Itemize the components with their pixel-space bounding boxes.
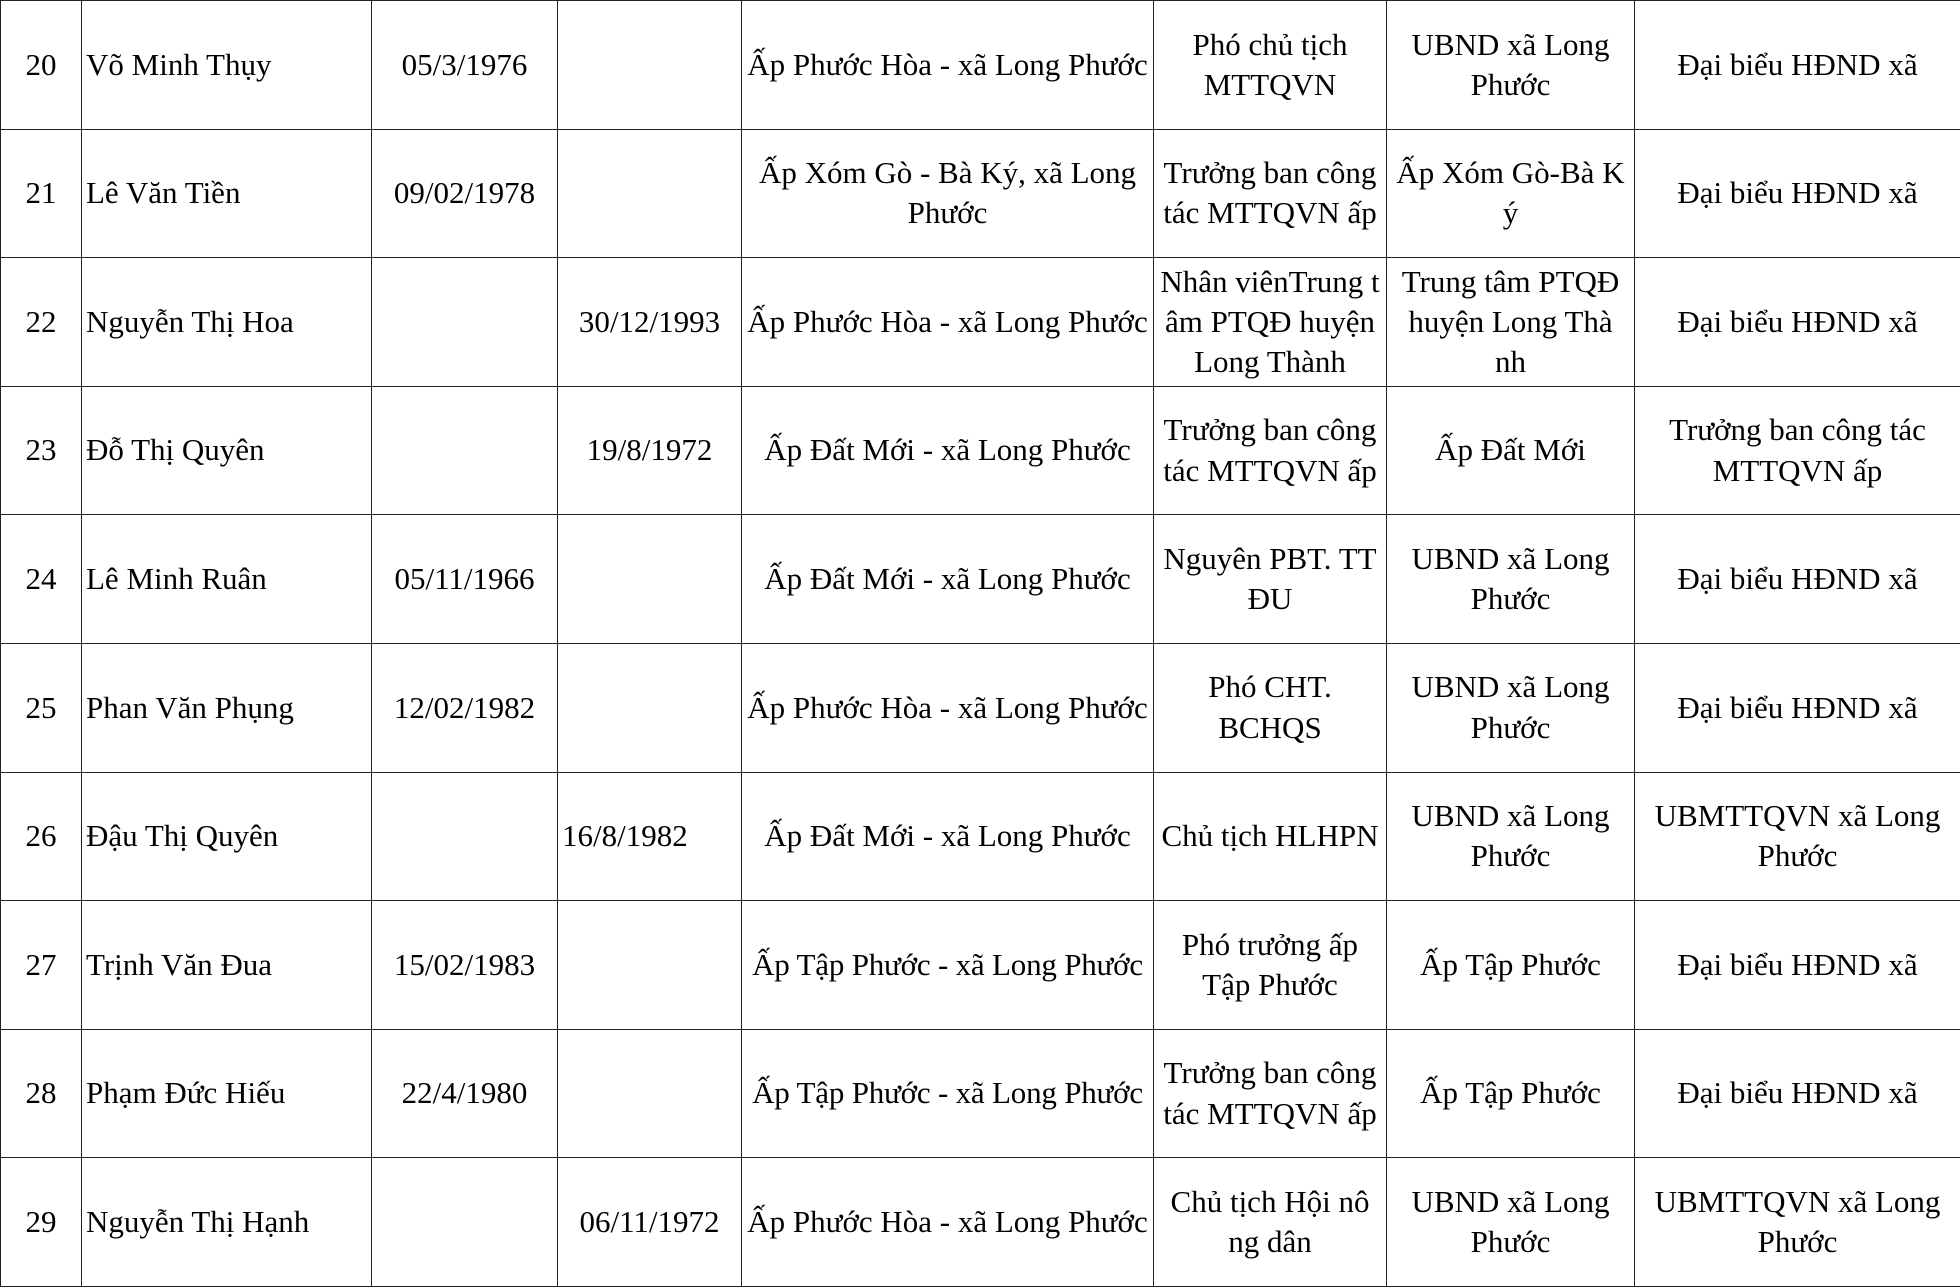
residence-address: Ấp Đất Mới - xã Long Phước	[742, 515, 1154, 644]
workplace: Trung tâm PTQĐ huyện Long Thà nh	[1387, 258, 1635, 387]
person-name: Phạm Đức Hiếu	[82, 1029, 372, 1158]
row-number: 22	[1, 258, 82, 387]
workplace: Ấp Xóm Gò-Bà K ý	[1387, 129, 1635, 258]
birth-date-female: 06/11/1972	[558, 1158, 742, 1287]
birth-date-male	[372, 258, 558, 387]
person-name: Lê Minh Ruân	[82, 515, 372, 644]
representative-role: Đại biểu HĐND xã	[1635, 258, 1960, 387]
residence-address: Ấp Tập Phước - xã Long Phước	[742, 1029, 1154, 1158]
representative-role: Đại biểu HĐND xã	[1635, 643, 1960, 772]
person-name: Đậu Thị Quyên	[82, 772, 372, 901]
workplace: UBND xã Long Phước	[1387, 1, 1635, 130]
table-row	[1, 129, 1960, 258]
representative-role: Đại biểu HĐND xã	[1635, 1029, 1960, 1158]
job-position: Nhân viênTrung t âm PTQĐ huyện Long Thành	[1154, 258, 1387, 387]
row-number: 27	[1, 901, 82, 1030]
birth-date-female: 30/12/1993	[558, 258, 742, 387]
birth-date-male: 15/02/1983	[372, 901, 558, 1030]
representative-role: Đại biểu HĐND xã	[1635, 901, 1960, 1030]
workplace: Ấp Tập Phước	[1387, 901, 1635, 1030]
row-number: 28	[1, 1029, 82, 1158]
table-row	[1, 1029, 1960, 1158]
representative-role: UBMTTQVN xã Long Phước	[1635, 772, 1960, 901]
birth-date-male: 05/3/1976	[372, 1, 558, 130]
residence-address: Ấp Phước Hòa - xã Long Phước	[742, 1, 1154, 130]
birth-date-male	[372, 1158, 558, 1287]
birth-date-female	[558, 515, 742, 644]
table-row	[1, 1, 1960, 130]
workplace: UBND xã Long Phước	[1387, 515, 1635, 644]
person-name: Nguyễn Thị Hoa	[82, 258, 372, 387]
representative-role: UBMTTQVN xã Long Phước	[1635, 1158, 1960, 1287]
residence-address: Ấp Đất Mới - xã Long Phước	[742, 772, 1154, 901]
birth-date-male	[372, 772, 558, 901]
workplace: UBND xã Long Phước	[1387, 643, 1635, 772]
person-name: Võ Minh Thụy	[82, 1, 372, 130]
birth-date-female	[558, 1029, 742, 1158]
representative-role: Đại biểu HĐND xã	[1635, 129, 1960, 258]
job-position: Chủ tịch HLHPN	[1154, 772, 1387, 901]
residence-address: Ấp Phước Hòa - xã Long Phước	[742, 258, 1154, 387]
residence-address: Ấp Đất Mới - xã Long Phước	[742, 386, 1154, 515]
row-number: 21	[1, 129, 82, 258]
table-row	[1, 515, 1960, 644]
person-name: Trịnh Văn Đua	[82, 901, 372, 1030]
person-name: Phan Văn Phụng	[82, 643, 372, 772]
birth-date-female: 19/8/1972	[558, 386, 742, 515]
birth-date-male: 09/02/1978	[372, 129, 558, 258]
residence-address: Ấp Tập Phước - xã Long Phước	[742, 901, 1154, 1030]
birth-date-female: 16/8/1982	[558, 772, 742, 901]
workplace: UBND xã Long Phước	[1387, 772, 1635, 901]
job-position: Phó trưởng ấp Tập Phước	[1154, 901, 1387, 1030]
table-row	[1, 643, 1960, 772]
workplace: Ấp Đất Mới	[1387, 386, 1635, 515]
birth-date-female	[558, 1, 742, 130]
representative-role: Đại biểu HĐND xã	[1635, 1, 1960, 130]
table-row	[1, 386, 1960, 515]
row-number: 20	[1, 1, 82, 130]
workplace: UBND xã Long Phước	[1387, 1158, 1635, 1287]
job-position: Trưởng ban công tác MTTQVN ấp	[1154, 386, 1387, 515]
person-name: Đỗ Thị Quyên	[82, 386, 372, 515]
representative-role: Đại biểu HĐND xã	[1635, 515, 1960, 644]
birth-date-female	[558, 643, 742, 772]
row-number: 26	[1, 772, 82, 901]
job-position: Phó CHT. BCHQS	[1154, 643, 1387, 772]
row-number: 24	[1, 515, 82, 644]
birth-date-male: 05/11/1966	[372, 515, 558, 644]
table-row	[1, 258, 1960, 387]
person-name: Nguyễn Thị Hạnh	[82, 1158, 372, 1287]
job-position: Trưởng ban công tác MTTQVN ấp	[1154, 129, 1387, 258]
table-row	[1, 772, 1960, 901]
residence-address: Ấp Phước Hòa - xã Long Phước	[742, 643, 1154, 772]
birth-date-female	[558, 901, 742, 1030]
birth-date-male	[372, 386, 558, 515]
row-number: 23	[1, 386, 82, 515]
residence-address: Ấp Xóm Gò - Bà Ký, xã Long Phước	[742, 129, 1154, 258]
representative-role: Trưởng ban công tác MTTQVN ấp	[1635, 386, 1960, 515]
job-position: Chủ tịch Hội nô ng dân	[1154, 1158, 1387, 1287]
workplace: Ấp Tập Phước	[1387, 1029, 1635, 1158]
table-row	[1, 1158, 1960, 1287]
table-row	[1, 901, 1960, 1030]
birth-date-male: 22/4/1980	[372, 1029, 558, 1158]
job-position: Phó chủ tịch MTTQVN	[1154, 1, 1387, 130]
residence-address: Ấp Phước Hòa - xã Long Phước	[742, 1158, 1154, 1287]
row-number: 25	[1, 643, 82, 772]
birth-date-female	[558, 129, 742, 258]
job-position: Trưởng ban công tác MTTQVN ấp	[1154, 1029, 1387, 1158]
job-position: Nguyên PBT. TT ĐU	[1154, 515, 1387, 644]
row-number: 29	[1, 1158, 82, 1287]
person-name: Lê Văn Tiền	[82, 129, 372, 258]
birth-date-male: 12/02/1982	[372, 643, 558, 772]
